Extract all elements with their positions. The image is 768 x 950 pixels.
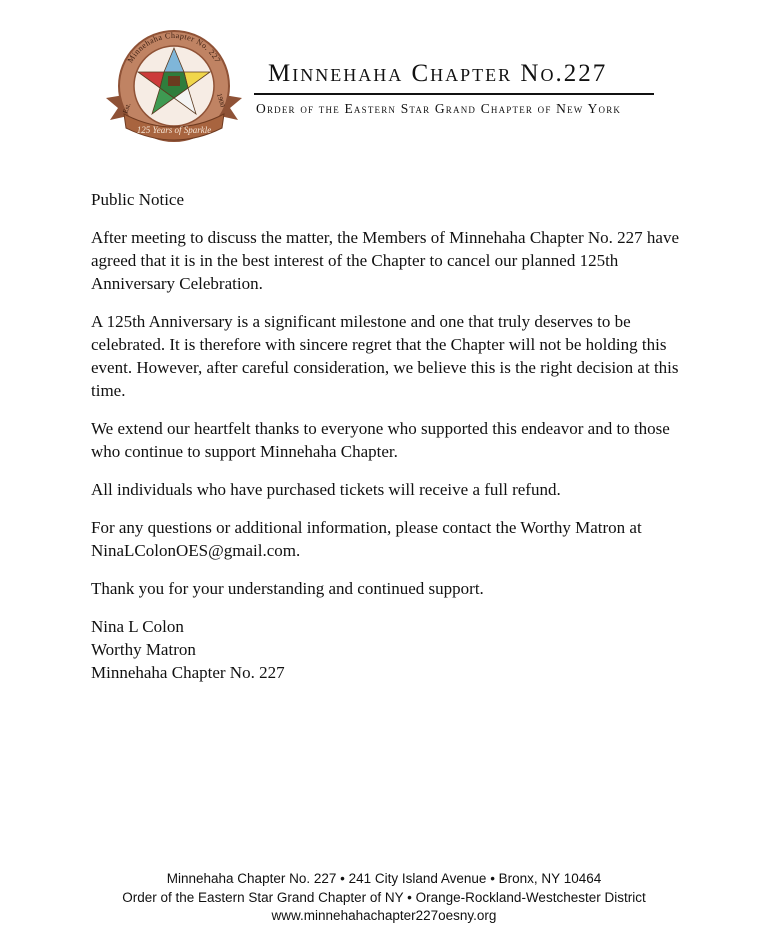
signer-organization: Minnehaha Chapter No. 227 — [91, 663, 285, 682]
notice-heading: Public Notice — [91, 190, 185, 209]
signature-block — [91, 615, 691, 684]
seal-ribbon-text: 125 Years of Sparkle — [136, 125, 212, 135]
paragraph-5: For any questions or additional information, please contact the Worthy Matron at NinaLColonOES@gmail.com. — [91, 518, 642, 560]
letter-footer — [0, 870, 768, 926]
paragraph-3: We extend our heartfelt thanks to everyone who supported this endeavor and to those who continue to support Minnehaha Chapter. — [91, 419, 670, 461]
letter-body — [91, 188, 691, 684]
paragraph-4: All individuals who have purchased tickets will receive a full refund. — [91, 480, 561, 499]
paragraph-2: A 125th Anniversary is a significant milestone and one that truly deserves to be celebrated. It is therefore with sincere regret that the Chapter will not be holding this event. However, after careful consideration, we believe this is the right decision at this time. — [91, 312, 679, 400]
letterhead-title: Minnehaha Chapter No.227 — [268, 60, 608, 87]
letterhead-subtitle: Order of the Eastern Star Grand Chapter of New York — [256, 101, 622, 116]
signer-name: Nina L Colon — [91, 617, 184, 636]
seal-est-text: Est. — [121, 101, 133, 115]
chapter-seal-logo — [104, 28, 244, 146]
paragraph-1: After meeting to discuss the matter, the Members of Minnehaha Chapter No. 227 have agreed that it is in the best interest of the Chapter to cancel our planned 125th Anniversary Celebration. — [91, 228, 680, 293]
seal-year-text: 1900 — [215, 92, 227, 109]
footer-district: Order of the Eastern Star Grand Chapter of NY • Orange-Rockland-Westchester District — [122, 889, 646, 905]
seal-ring-text: Minnehaha Chapter No. 227 — [125, 30, 223, 65]
letterhead-divider — [254, 93, 654, 95]
paragraph-6: Thank you for your understanding and continued support. — [91, 579, 484, 598]
footer-website-link[interactable]: www.minnehahachapter227oesny.org — [271, 908, 497, 923]
footer-address: Minnehaha Chapter No. 227 • 241 City Island Avenue • Bronx, NY 10464 — [166, 871, 602, 886]
signer-title: Worthy Matron — [91, 640, 196, 659]
